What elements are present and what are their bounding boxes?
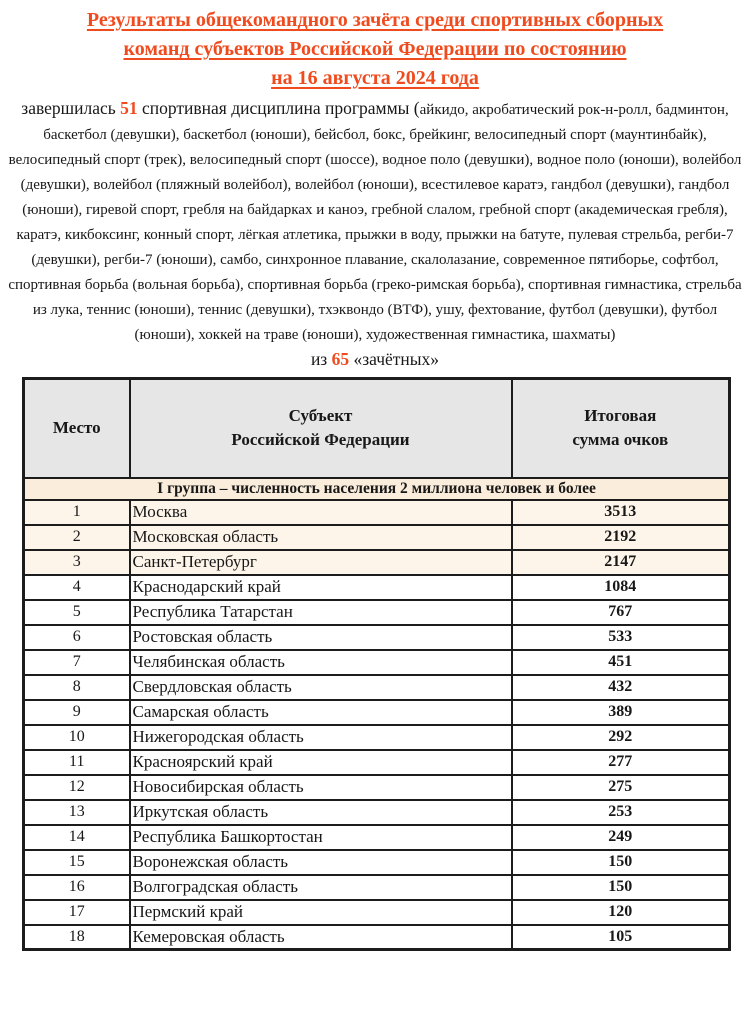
place-cell: 13 (24, 800, 130, 825)
header-points (512, 379, 730, 478)
table-row (24, 675, 730, 700)
intro-lead-after: спортивная дисциплина программы ( (137, 98, 420, 118)
title-line-1: Результаты общекомандного зачёта среди спортивных сборных (86, 9, 664, 31)
subject-cell: Новосибирская область (130, 775, 512, 800)
subject-cell: Краснодарский край (130, 575, 512, 600)
table-row (24, 575, 730, 600)
place-cell: 7 (24, 650, 130, 675)
subject-cell: Республика Башкортостан (130, 825, 512, 850)
table-row (24, 550, 730, 575)
place-cell: 8 (24, 675, 130, 700)
table-row (24, 700, 730, 725)
place-cell: 9 (24, 700, 130, 725)
place-cell: 12 (24, 775, 130, 800)
table-row (24, 725, 730, 750)
place-cell: 6 (24, 625, 130, 650)
completed-count: 51 (120, 98, 138, 118)
group-header-row (24, 478, 730, 500)
header-points-line1: Итоговая (584, 406, 657, 426)
points-cell: 767 (512, 600, 730, 625)
subject-cell: Волгоградская область (130, 875, 512, 900)
table-row (24, 500, 730, 525)
totals-after: «зачётных» (349, 349, 440, 369)
table-row (24, 825, 730, 850)
place-cell: 11 (24, 750, 130, 775)
title-line-2: команд субъектов Российской Федерации по состоянию (123, 38, 627, 60)
subject-cell: Санкт-Петербург (130, 550, 512, 575)
place-cell: 4 (24, 575, 130, 600)
header-subject (130, 379, 512, 478)
subject-cell: Республика Татарстан (130, 600, 512, 625)
points-cell: 277 (512, 750, 730, 775)
table-row (24, 625, 730, 650)
totals-line (8, 347, 742, 371)
subject-cell: Москва (130, 500, 512, 525)
subject-cell: Челябинская область (130, 650, 512, 675)
header-subject-line1: Субъект (288, 406, 353, 426)
group-header-label: I группа – численность населения 2 миллиона человек и более (24, 478, 730, 500)
table-row (24, 900, 730, 925)
table-row (24, 875, 730, 900)
place-cell: 15 (24, 850, 130, 875)
table-row (24, 650, 730, 675)
place-cell: 16 (24, 875, 130, 900)
results-table-body (24, 500, 730, 950)
table-row (24, 800, 730, 825)
subject-cell: Нижегородская область (130, 725, 512, 750)
points-cell: 389 (512, 700, 730, 725)
points-cell: 249 (512, 825, 730, 850)
title-line-3: на 16 августа 2024 года (271, 67, 479, 89)
header-points-line2: сумма очков (572, 430, 669, 450)
page-title (10, 6, 740, 93)
points-cell: 451 (512, 650, 730, 675)
place-cell: 5 (24, 600, 130, 625)
points-cell: 1084 (512, 575, 730, 600)
points-cell: 533 (512, 625, 730, 650)
table-row (24, 600, 730, 625)
points-cell: 150 (512, 875, 730, 900)
table-row (24, 750, 730, 775)
header-place: Место (24, 379, 130, 478)
place-cell: 1 (24, 500, 130, 525)
intro-lead-before: завершилась (21, 98, 121, 118)
points-cell: 2192 (512, 525, 730, 550)
points-cell: 432 (512, 675, 730, 700)
subject-cell: Свердловская область (130, 675, 512, 700)
table-row (24, 525, 730, 550)
place-cell: 17 (24, 900, 130, 925)
subject-cell: Воронежская область (130, 850, 512, 875)
points-cell: 292 (512, 725, 730, 750)
intro-paragraph (8, 97, 742, 347)
points-cell: 253 (512, 800, 730, 825)
table-row (24, 850, 730, 875)
subject-cell: Московская область (130, 525, 512, 550)
results-table (22, 377, 731, 951)
points-cell: 3513 (512, 500, 730, 525)
points-cell: 150 (512, 850, 730, 875)
total-count: 65 (331, 349, 350, 369)
subject-cell: Самарская область (130, 700, 512, 725)
place-cell: 3 (24, 550, 130, 575)
subject-cell: Пермский край (130, 900, 512, 925)
points-cell: 275 (512, 775, 730, 800)
place-cell: 18 (24, 925, 130, 950)
place-cell: 14 (24, 825, 130, 850)
subject-cell: Ростовская область (130, 625, 512, 650)
place-cell: 2 (24, 525, 130, 550)
subject-cell: Иркутская область (130, 800, 512, 825)
points-cell: 2147 (512, 550, 730, 575)
points-cell: 105 (512, 925, 730, 950)
points-cell: 120 (512, 900, 730, 925)
place-cell: 10 (24, 725, 130, 750)
header-subject-line2: Российской Федерации (231, 430, 410, 450)
table-row (24, 925, 730, 950)
totals-before: из (310, 349, 332, 369)
subject-cell: Красноярский край (130, 750, 512, 775)
table-header-row (24, 379, 730, 478)
table-row (24, 775, 730, 800)
disciplines-list: айкидо, акробатический рок-н-ролл, бадминтон, баскетбол (девушки), баскетбол (юноши), бейсбол, бокс, брейкинг, велосипедный спорт (маунтинбайк), велосипедный спорт (трек), велосипедный спорт (шоссе), водное поло (девушки), водное поло (юноши), волейбол (девушки), волейбол (пляжный волейбол), волейбол (юноши), всестилевое каратэ, гандбол (девушки), гандбол (юноши), гиревой спорт, гребля на байдарках и каноэ, гребной слалом, гребной спорт (академическая гребля), каратэ, кикбоксинг, конный спорт, лёгкая атлетика, прыжки в воду, прыжки на батуте, пулевая стрельба, регби-7 (девушки), регби-7 (юноши), самбо, синхронное плавание, скалолазание, современное пятиборье, софтбол, спортивная борьба (вольная борьба), спортивная борьба (греко-римская борьба), спортивная гимнастика, стрельба из лука, теннис (юноши), теннис (девушки), тхэквондо (ВТФ), ушу, фехтование, футбол (девушки), футбол (юноши), хоккей на траве (юноши), художественная гимнастика, шахматы) (8, 102, 742, 343)
subject-cell: Кемеровская область (130, 925, 512, 950)
